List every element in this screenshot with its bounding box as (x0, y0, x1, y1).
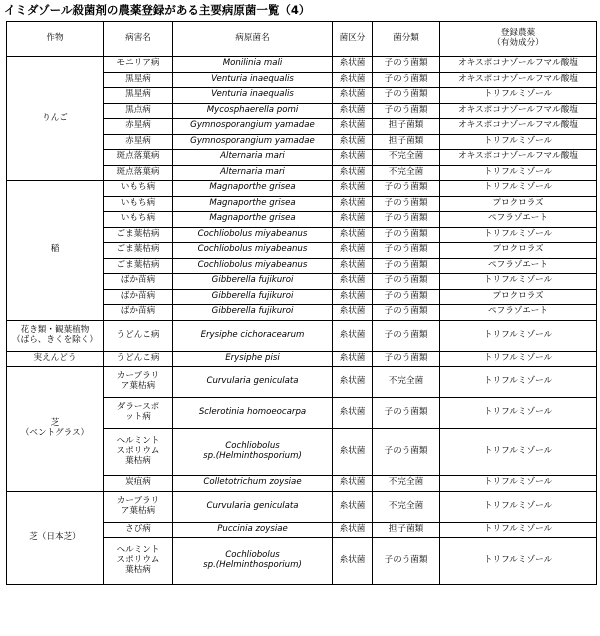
pathogen-cell: Gibberella fujikuroi (173, 305, 333, 321)
group-cell: 子のう菌類 (373, 398, 440, 429)
pathogen-cell: Erysiphe cichoracearum (173, 320, 333, 351)
group-cell: 子のう菌類 (373, 351, 440, 367)
pathogen-cell: Curvularia geniculata (173, 367, 333, 398)
crop-cell-zoysia: 芝（日本芝） (7, 491, 104, 585)
category-cell: 糸状菌 (333, 429, 373, 476)
category-cell: 糸状菌 (333, 243, 373, 259)
disease-cell: いもち病 (104, 196, 173, 212)
disease-cell: さび病 (104, 522, 173, 538)
disease-cell: 斑点落葉病 (104, 165, 173, 181)
group-cell: 担子菌類 (373, 134, 440, 150)
header-group: 菌分類 (373, 22, 440, 57)
crop-cell-pea: 実えんどう (7, 351, 104, 367)
pathogen-cell: Alternaria mari (173, 150, 333, 166)
category-cell: 糸状菌 (333, 274, 373, 290)
group-cell: 子のう菌類 (373, 103, 440, 119)
pathogen-cell: Gymnosporangium yamadae (173, 119, 333, 135)
agent-cell: トリフルミゾール (440, 165, 597, 181)
header-disease: 病害名 (104, 22, 173, 57)
crop-flowers-line2: （ばら、きくを除く） (12, 334, 98, 345)
pathogen-cell: Sclerotinia homoeocarpa (173, 398, 333, 429)
group-cell: 子のう菌類 (373, 227, 440, 243)
disease-cell (104, 398, 173, 429)
disease-cell: 斑点落葉病 (104, 150, 173, 166)
category-cell: 糸状菌 (333, 227, 373, 243)
crop-bent-line1: 芝 (50, 417, 60, 428)
agent-cell: トリフルミゾール (440, 320, 597, 351)
pathogen-cell: Monilinia mali (173, 57, 333, 73)
category-cell: 糸状菌 (333, 522, 373, 538)
disease-cell: ごま葉枯病 (104, 227, 173, 243)
agent-cell: オキスポコナゾールフマル酸塩 (440, 103, 597, 119)
pathogen-cell: Alternaria mari (173, 165, 333, 181)
crop-cell-rice: 稲 (7, 181, 104, 321)
group-cell: 不完全菌 (373, 150, 440, 166)
category-cell: 糸状菌 (333, 119, 373, 135)
table-row (7, 320, 597, 351)
category-cell: 糸状菌 (333, 103, 373, 119)
group-cell: 子のう菌類 (373, 274, 440, 290)
table-row (7, 367, 597, 398)
disease-cell: 黒星病 (104, 88, 173, 104)
table-header-row (7, 22, 597, 57)
agent-cell: トリフルミゾール (440, 491, 597, 522)
category-cell: 糸状菌 (333, 351, 373, 367)
disease-cell: いもち病 (104, 181, 173, 197)
agent-cell: プロクロラズ (440, 196, 597, 212)
pathogen-cell: Cochliobolus miyabeanus (173, 243, 333, 259)
pathogen-cell: Erysiphe pisi (173, 351, 333, 367)
crop-cell-apple: りんご (7, 57, 104, 181)
group-cell: 不完全菌 (373, 367, 440, 398)
table-row (7, 57, 597, 73)
category-cell: 糸状菌 (333, 181, 373, 197)
group-cell: 子のう菌類 (373, 72, 440, 88)
disease-line2: スポリウム (116, 555, 160, 566)
disease-line1: カーブラリ (116, 495, 160, 506)
pathogen-cell: Puccinia zoysiae (173, 522, 333, 538)
pathogen-line1: Cochliobolus (225, 550, 280, 561)
agent-cell: オキスポコナゾールフマル酸塩 (440, 57, 597, 73)
disease-line1: ヘルミント (116, 545, 160, 556)
category-cell: 糸状菌 (333, 134, 373, 150)
disease-cell: 黒点病 (104, 103, 173, 119)
agent-cell: トリフルミゾール (440, 181, 597, 197)
disease-cell: ばか苗病 (104, 305, 173, 321)
category-cell: 糸状菌 (333, 320, 373, 351)
disease-cell: うどんこ病 (104, 320, 173, 351)
disease-cell (104, 367, 173, 398)
pathogen-cell: Magnaporthe grisea (173, 196, 333, 212)
crop-flowers-line1: 花き類・観葉植物 (20, 324, 90, 335)
disease-line2: ア葉枯病 (120, 505, 156, 516)
table-row (7, 491, 597, 522)
agent-cell: トリフルミゾール (440, 227, 597, 243)
group-cell: 子のう菌類 (373, 243, 440, 259)
pathogen-cell: Gibberella fujikuroi (173, 289, 333, 305)
category-cell: 糸状菌 (333, 476, 373, 492)
disease-cell: モニリア病 (104, 57, 173, 73)
category-cell: 糸状菌 (333, 491, 373, 522)
pathogen-cell: Gymnosporangium yamadae (173, 134, 333, 150)
agent-cell: トリフルミゾール (440, 274, 597, 290)
header-crop: 作物 (7, 22, 104, 57)
agent-cell: トリフルミゾール (440, 351, 597, 367)
disease-line1: ダラースポ (116, 402, 160, 413)
pathogen-cell: Mycosphaerella pomi (173, 103, 333, 119)
disease-line2: スポリウム (116, 446, 160, 457)
pathogen-cell: Colletotrichum zoysiae (173, 476, 333, 492)
pathogen-cell: Cochliobolus miyabeanus (173, 227, 333, 243)
disease-cell: 炭疽病 (104, 476, 173, 492)
pathogen-cell: Gibberella fujikuroi (173, 274, 333, 290)
agent-cell: オキスポコナゾールフマル酸塩 (440, 72, 597, 88)
pathogen-line1: Cochliobolus (225, 441, 280, 452)
disease-cell (104, 491, 173, 522)
agent-cell: ペフラゾエート (440, 212, 597, 228)
pathogen-cell (173, 538, 333, 585)
group-cell: 子のう菌類 (373, 196, 440, 212)
disease-line1: カーブラリ (116, 371, 160, 382)
category-cell: 糸状菌 (333, 196, 373, 212)
category-cell: 糸状菌 (333, 165, 373, 181)
group-cell: 不完全菌 (373, 476, 440, 492)
pathogen-line2: sp.(Helminthosporium) (203, 560, 302, 570)
pathogen-cell: Cochliobolus miyabeanus (173, 258, 333, 274)
group-cell: 子のう菌類 (373, 181, 440, 197)
table-row (7, 181, 597, 197)
category-cell: 糸状菌 (333, 57, 373, 73)
agent-cell: プロクロラズ (440, 243, 597, 259)
disease-cell: ばか苗病 (104, 274, 173, 290)
header-category: 菌区分 (333, 22, 373, 57)
group-cell: 担子菌類 (373, 522, 440, 538)
agent-cell: トリフルミゾール (440, 538, 597, 585)
crop-bent-line2: （ベントグラス） (20, 427, 90, 438)
agent-cell: プロクロラズ (440, 289, 597, 305)
crop-cell-flowers (7, 320, 104, 351)
pathogen-cell: Venturia inaequalis (173, 88, 333, 104)
category-cell: 糸状菌 (333, 398, 373, 429)
pathogen-table (6, 21, 597, 585)
group-cell: 子のう菌類 (373, 258, 440, 274)
pathogen-cell: Venturia inaequalis (173, 72, 333, 88)
group-cell: 子のう菌類 (373, 88, 440, 104)
group-cell: 不完全菌 (373, 165, 440, 181)
header-agent (440, 22, 597, 57)
category-cell: 糸状菌 (333, 305, 373, 321)
group-cell: 子のう菌類 (373, 429, 440, 476)
agent-cell: トリフルミゾール (440, 367, 597, 398)
pathogen-cell: Magnaporthe grisea (173, 181, 333, 197)
group-cell: 不完全菌 (373, 491, 440, 522)
group-cell: 子のう菌類 (373, 212, 440, 228)
agent-cell: トリフルミゾール (440, 88, 597, 104)
category-cell: 糸状菌 (333, 72, 373, 88)
header-pathogen: 病原菌名 (173, 22, 333, 57)
group-cell: 子のう菌類 (373, 289, 440, 305)
disease-cell: 黒星病 (104, 72, 173, 88)
category-cell: 糸状菌 (333, 367, 373, 398)
category-cell: 糸状菌 (333, 258, 373, 274)
group-cell: 子のう菌類 (373, 57, 440, 73)
disease-cell: うどんこ病 (104, 351, 173, 367)
agent-cell: オキスポコナゾールフマル酸塩 (440, 119, 597, 135)
pathogen-cell: Magnaporthe grisea (173, 212, 333, 228)
table-row (7, 351, 597, 367)
header-agent-line1: 登録農薬 (500, 28, 536, 39)
disease-line3: 葉枯病 (125, 455, 151, 466)
disease-cell: ごま葉枯病 (104, 258, 173, 274)
agent-cell: ペフラゾエート (440, 258, 597, 274)
pathogen-line2: sp.(Helminthosporium) (203, 451, 302, 461)
agent-cell: トリフルミゾール (440, 134, 597, 150)
crop-cell-bentgrass (7, 367, 104, 492)
group-cell: 子のう菌類 (373, 538, 440, 585)
category-cell: 糸状菌 (333, 88, 373, 104)
disease-cell (104, 538, 173, 585)
pathogen-cell: Curvularia geniculata (173, 491, 333, 522)
disease-line2: ット病 (125, 412, 151, 422)
disease-cell: いもち病 (104, 212, 173, 228)
agent-cell: オキスポコナゾールフマル酸塩 (440, 150, 597, 166)
agent-cell: ペフラゾエート (440, 305, 597, 321)
disease-cell: ばか苗病 (104, 289, 173, 305)
disease-line2: ア葉枯病 (120, 381, 156, 391)
pathogen-cell (173, 429, 333, 476)
group-cell: 子のう菌類 (373, 305, 440, 321)
agent-cell: トリフルミゾール (440, 398, 597, 429)
disease-cell: ごま葉枯病 (104, 243, 173, 259)
category-cell: 糸状菌 (333, 150, 373, 166)
agent-cell: トリフルミゾール (440, 476, 597, 492)
header-agent-line2: （有効成分） (492, 38, 544, 48)
disease-cell: 赤星病 (104, 119, 173, 135)
disease-cell (104, 429, 173, 476)
category-cell: 糸状菌 (333, 289, 373, 305)
group-cell: 子のう菌類 (373, 320, 440, 351)
page-title: イミダゾール殺菌剤の農薬登録がある主要病原菌一覧（4） (4, 3, 311, 17)
disease-cell: 赤星病 (104, 134, 173, 150)
disease-line3: 葉枯病 (125, 564, 151, 575)
disease-line1: ヘルミント (116, 436, 160, 447)
group-cell: 担子菌類 (373, 119, 440, 135)
category-cell: 糸状菌 (333, 212, 373, 228)
agent-cell: トリフルミゾール (440, 429, 597, 476)
category-cell: 糸状菌 (333, 538, 373, 585)
agent-cell: トリフルミゾール (440, 522, 597, 538)
